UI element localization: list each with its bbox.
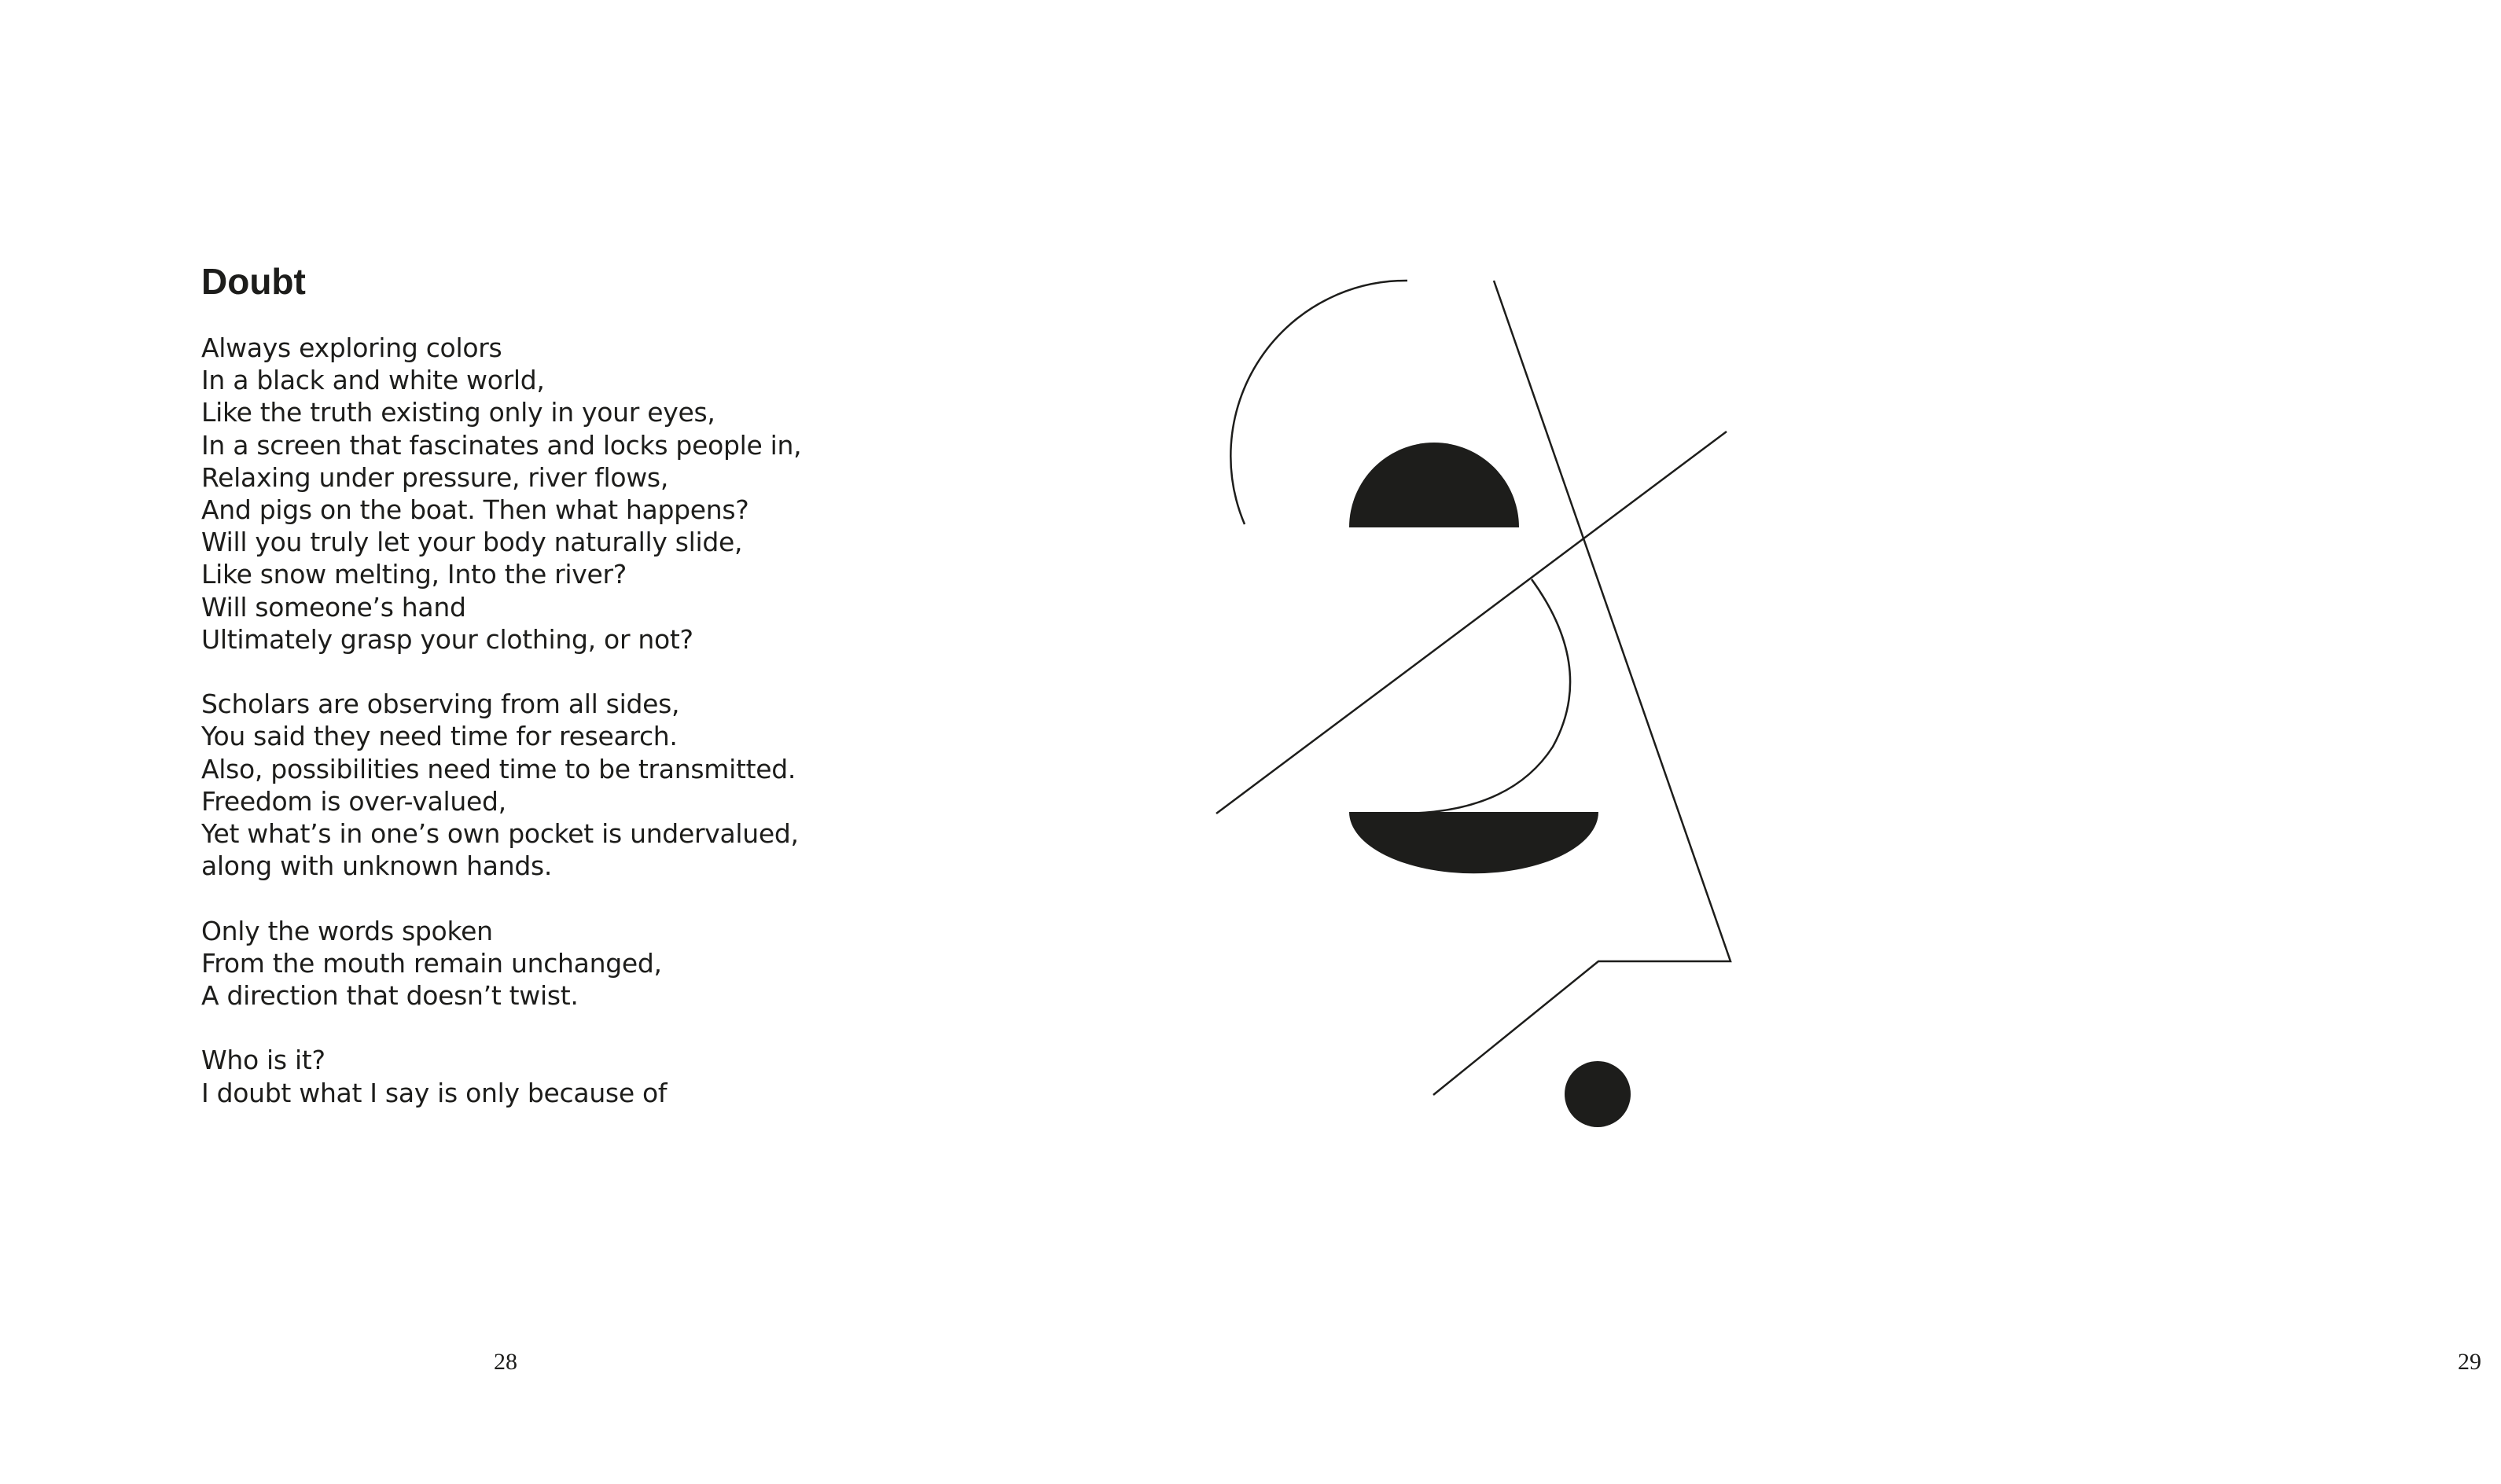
poem-line: Freedom is over-valued,: [201, 785, 506, 817]
right-page: [983, 0, 2481, 1484]
page-number-right: 29: [2458, 1349, 2481, 1375]
stanza-2: [201, 688, 909, 882]
steep-line-shape: [1433, 281, 1730, 1095]
poem-line: Ultimately grasp your clothing, or not?: [201, 623, 693, 655]
poem-line: You said they need time for research.: [201, 721, 678, 752]
poem-line: along with unknown hands.: [201, 850, 553, 882]
poem-line: And pigs on the boat. Then what happens?: [201, 494, 749, 526]
poem-line: In a screen that fascinates and locks people in,: [201, 429, 802, 461]
poem-line: Yet what’s in one’s own pocket is undervalued,: [201, 818, 799, 850]
poem-title: Doubt: [201, 261, 306, 302]
stanza-1: [201, 332, 909, 656]
poem-line: Also, possibilities need time to be transmitted.: [201, 753, 796, 784]
poem-line: Will you truly let your body naturally slide,: [201, 527, 743, 558]
poem-line: Relaxing under pressure, river flows,: [201, 461, 669, 493]
stanza-3: [201, 915, 909, 1012]
left-page: [0, 0, 983, 1484]
poem-line: Scholars are observing from all sides,: [201, 689, 680, 720]
poem-line: Like the truth existing only in your eyes,: [201, 397, 715, 428]
curved-sail-arc: [1399, 579, 1570, 814]
poem-line: From the mouth remain unchanged,: [201, 947, 662, 979]
poem-line: In a black and white world,: [201, 365, 545, 396]
poem-line: Will someone’s hand: [201, 591, 466, 623]
poem-line: I doubt what I say is only because of: [201, 1077, 668, 1108]
poem-body: [201, 332, 909, 1109]
page-number-left: 28: [494, 1349, 517, 1375]
poem-line: Only the words spoken: [201, 915, 493, 946]
abstract-geometric-illustration: [983, 0, 1966, 1484]
poem-line: Always exploring colors: [201, 332, 502, 363]
poem-line: Who is it?: [201, 1045, 325, 1076]
poem-line: Like snow melting, Into the river?: [201, 559, 627, 590]
half-disc-bottom-shape: [1349, 812, 1598, 873]
poem-line: A direction that doesn’t twist.: [201, 980, 579, 1012]
stanza-4: [201, 1044, 909, 1108]
filled-dot-shape: [1565, 1061, 1631, 1127]
half-disc-top-shape: [1349, 443, 1519, 527]
